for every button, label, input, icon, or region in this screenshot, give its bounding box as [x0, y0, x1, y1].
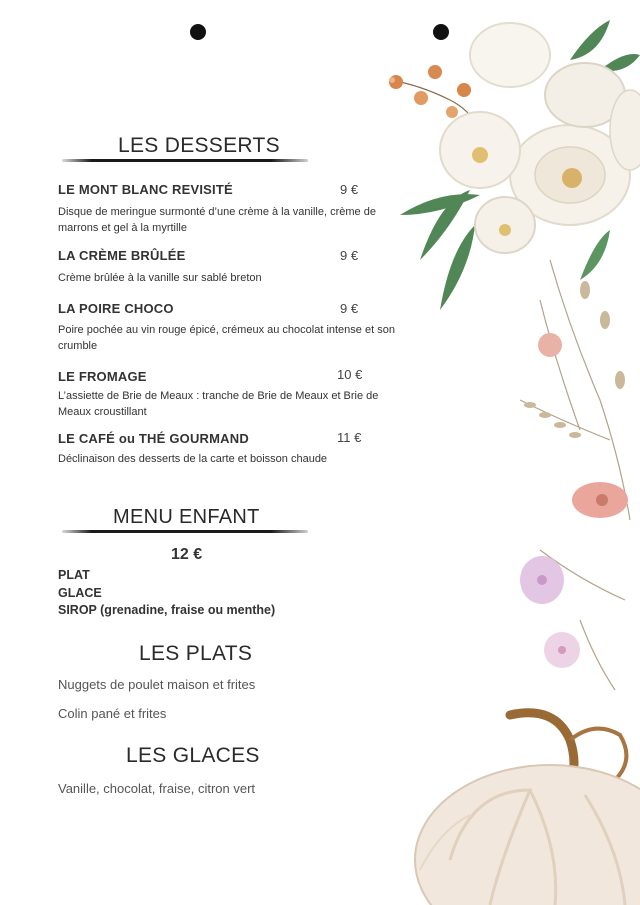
dessert-name: LE CAFÉ ou THÉ GOURMAND	[58, 431, 249, 446]
dessert-name: LE FROMAGE	[58, 369, 147, 384]
floral-bouquet-illustration	[380, 0, 640, 905]
dessert-name: LA POIRE CHOCO	[58, 301, 174, 316]
menu-enfant-line: GLACE	[58, 586, 102, 600]
glaces-line: Vanille, chocolat, fraise, citron vert	[58, 781, 256, 796]
menu-enfant-title: MENU ENFANT	[113, 506, 260, 528]
dessert-description: Déclinaison des desserts de la carte et boisson chaude	[58, 453, 328, 465]
dessert-name: LE MONT BLANC REVISITÉ	[58, 182, 233, 197]
plats-title: LES PLATS	[139, 642, 253, 665]
binder-hole-left	[190, 24, 206, 40]
menu-enfant-line: SIROP (grenadine, fraise ou menthe)	[58, 603, 276, 617]
plat-line: Colin pané et frites	[58, 706, 167, 721]
dessert-price: 10 €	[337, 367, 363, 382]
menu-enfant-price: 12 €	[171, 546, 203, 563]
pumpkin-illustration	[415, 713, 640, 905]
dessert-description: Disque de meringue surmonté d’une crème à la vanille, crème de marrons et gel à la myrtille	[58, 206, 376, 234]
desserts-title-underline	[62, 159, 308, 162]
dessert-description: Poire pochée au vin rouge épicé, crémeux au chocolat intense et son crumble	[58, 324, 395, 352]
menu-enfant-title-underline	[62, 530, 308, 533]
dessert-price: 9 €	[340, 182, 359, 197]
plat-line: Nuggets de poulet maison et frites	[58, 677, 256, 692]
dessert-name: LA CRÈME BRÛLÉE	[58, 248, 186, 263]
dessert-price: 9 €	[340, 301, 359, 316]
menu-enfant-line: PLAT	[58, 568, 90, 582]
glaces-title: LES GLACES	[126, 744, 260, 767]
white-rose-icon	[440, 23, 640, 253]
pink-flower-icon	[520, 333, 628, 668]
dessert-price: 11 €	[337, 430, 362, 445]
dessert-price: 9 €	[340, 248, 359, 263]
dessert-description: Crème brûlée à la vanille sur sablé breton	[58, 272, 262, 284]
desserts-title: LES DESSERTS	[118, 134, 280, 157]
dessert-description: L’assiette de Brie de Meaux : tranche de Brie de Meaux et Brie de Meaux croustillant	[58, 390, 379, 418]
